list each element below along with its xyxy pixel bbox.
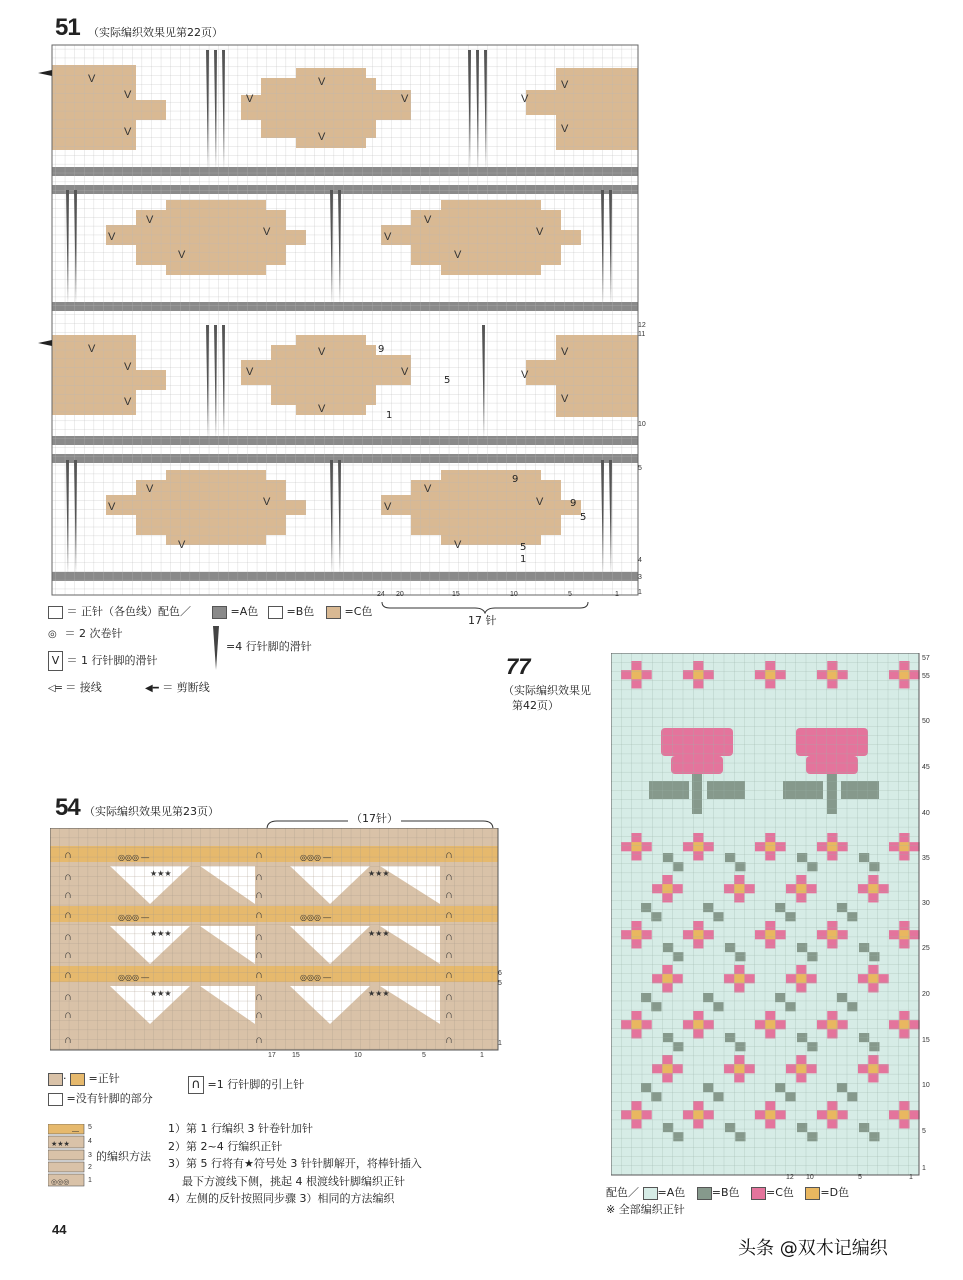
- chart54-reference: （实际编织效果见第23页）: [84, 805, 219, 818]
- legend-color-a: [212, 605, 258, 619]
- chart54-row-label: 5: [498, 980, 502, 987]
- svg-text:V: V: [561, 393, 569, 405]
- chart77-row-label: 5: [922, 1128, 926, 1135]
- chart51-row-label: 1: [638, 589, 642, 596]
- chart51-row-mark: 5: [580, 512, 587, 523]
- svg-text:∩: ∩: [255, 949, 263, 961]
- svg-text:∩: ∩: [64, 909, 72, 921]
- svg-text:V: V: [124, 396, 132, 408]
- chart51-row-label: 10: [638, 421, 646, 428]
- method-mini-chart: [48, 1124, 88, 1188]
- chart51-width-note: 17 针: [468, 614, 497, 627]
- mini-row-label: 4: [88, 1138, 92, 1145]
- svg-text:∩: ∩: [64, 931, 72, 943]
- svg-text:V: V: [88, 343, 96, 355]
- svg-text:∩: ∩: [255, 991, 263, 1003]
- chart77-row-label: 15: [922, 1037, 930, 1044]
- chart54-col-label: 15: [292, 1052, 300, 1059]
- svg-text:∩: ∩: [64, 849, 72, 861]
- svg-text:◎◎◎ —: ◎◎◎ —: [300, 853, 332, 862]
- legend-cut-row: [145, 681, 210, 695]
- step-line: 3）第 5 行将有★符号处 3 针针脚解开，将棒针插入: [168, 1157, 422, 1170]
- svg-text:V: V: [146, 214, 154, 226]
- color-c-swatch: [326, 606, 341, 619]
- step-line: 2）第 2~4 行编织正针: [168, 1139, 283, 1153]
- svg-text:V: V: [318, 76, 326, 88]
- chart54-col-label: 5: [422, 1052, 426, 1059]
- chart54-repeat-note: （17针）: [348, 812, 401, 825]
- svg-text:V: V: [536, 226, 544, 238]
- svg-text:∩: ∩: [255, 849, 263, 861]
- svg-text:V: V: [318, 403, 326, 415]
- legend-cut-text: ＝ 剪断线: [162, 681, 210, 694]
- color-c-swatch: [751, 1187, 766, 1200]
- chart77-col-label: 1: [909, 1174, 913, 1181]
- chart51-col-label: 15: [452, 591, 460, 598]
- svg-text:∩: ∩: [255, 1034, 263, 1046]
- svg-text:V: V: [124, 361, 132, 373]
- method-steps: [168, 1120, 422, 1208]
- chart51-row-mark: 1: [520, 554, 527, 565]
- svg-text:◎◎◎ —: ◎◎◎ —: [118, 853, 150, 862]
- page-number: 44: [52, 1222, 67, 1237]
- svg-text:V: V: [561, 346, 569, 358]
- svg-text:V: V: [424, 214, 432, 226]
- chart54-legend-knit: · =正针: [48, 1072, 120, 1086]
- watermark: 头条 @双木记编织: [738, 1238, 888, 1259]
- svg-text:V: V: [178, 539, 186, 551]
- svg-text:V: V: [263, 496, 271, 508]
- svg-text:V: V: [454, 539, 462, 551]
- chart77-reference-1: （实际编织效果见: [503, 684, 591, 697]
- legend-c-text: =C色: [344, 605, 373, 618]
- svg-text:∩: ∩: [445, 849, 453, 861]
- no-stitch-swatch: [48, 1093, 63, 1106]
- chart54-col-label: 1: [480, 1052, 484, 1059]
- svg-text:∩: ∩: [64, 1009, 72, 1021]
- svg-text:V: V: [401, 93, 409, 105]
- chart51-row-label: 3: [638, 574, 642, 581]
- color-a-swatch: [212, 606, 227, 619]
- svg-text:◎◎◎: ◎◎◎: [51, 1179, 70, 1186]
- chart51-number: 51: [55, 14, 80, 41]
- chart54-legend-knit-text: =正针: [88, 1072, 120, 1085]
- cut-icon: ◀━: [145, 683, 159, 694]
- chart51-row-label: 11: [638, 331, 646, 338]
- chart54-legend-none: [48, 1092, 153, 1106]
- wrap2-icon: ◎: [48, 628, 57, 640]
- mini-row-label: 5: [88, 1124, 92, 1131]
- chart51-col-label: 10: [510, 591, 518, 598]
- legend-knit-text: ＝ 正针（各色线）配色／: [66, 605, 191, 618]
- svg-text:∩: ∩: [255, 1009, 263, 1021]
- chart77-row-label: 25: [922, 945, 930, 952]
- repeat-bracket: [380, 600, 590, 614]
- svg-text:V: V: [401, 366, 409, 378]
- legend-d-text: =D色: [820, 1186, 850, 1199]
- legend-slip1-row: [48, 651, 158, 671]
- chart54-legend-pull: [188, 1076, 304, 1094]
- chart51-row-mark: 9: [378, 344, 385, 355]
- svg-text:V: V: [88, 73, 96, 85]
- svg-text:V: V: [246, 366, 254, 378]
- svg-text:—: —: [72, 1128, 79, 1135]
- svg-text:★★★: ★★★: [368, 929, 390, 938]
- svg-text:V: V: [521, 93, 529, 105]
- legend-b-text: =B色: [711, 1186, 740, 1199]
- chart51-col-label: 1: [615, 591, 619, 598]
- legend-color-c: [326, 605, 372, 619]
- chart54-row-label: 6: [498, 970, 502, 977]
- knit-swatch: [48, 606, 63, 619]
- chart77-col-label: 5: [858, 1174, 862, 1181]
- svg-text:∩: ∩: [445, 931, 453, 943]
- chart77-col-label: 12: [786, 1174, 794, 1181]
- svg-text:∩: ∩: [64, 991, 72, 1003]
- svg-text:∩: ∩: [445, 1009, 453, 1021]
- chart51-row-mark: 5: [444, 375, 451, 386]
- chart77-row-label: 20: [922, 991, 930, 998]
- chart51-reference: （实际编织效果见第22页）: [88, 26, 223, 39]
- svg-text:V: V: [124, 89, 132, 101]
- chart77-row-label: 10: [922, 1082, 930, 1089]
- chart51-row-mark: 5: [520, 542, 527, 553]
- step-line: 4）左侧的反针按照同步骤 3）相同的方法编织: [168, 1192, 395, 1205]
- svg-text:★★★: ★★★: [150, 929, 172, 938]
- chart54-col-label: 17: [268, 1052, 276, 1059]
- svg-text:◎◎◎ —: ◎◎◎ —: [118, 913, 150, 922]
- step-line: 1）第 1 行编织 3 针卷针加针: [168, 1122, 313, 1135]
- legend-color-b: [268, 605, 314, 619]
- chart77-legend-label: 配色／: [606, 1186, 639, 1199]
- chart77-col-label: 10: [806, 1174, 814, 1181]
- legend-a-text: =A色: [230, 605, 259, 618]
- chart51-row-label: 5: [638, 465, 642, 472]
- join-icon: ◁═: [48, 683, 62, 694]
- svg-text:V: V: [246, 93, 254, 105]
- legend-knit-row: [48, 605, 191, 619]
- svg-text:∩: ∩: [255, 969, 263, 981]
- svg-text:∩: ∩: [445, 871, 453, 883]
- chart51-row-label: 12: [638, 322, 646, 329]
- chart77-number: 77: [506, 654, 531, 679]
- svg-text:V: V: [146, 483, 154, 495]
- chart54-number: 54: [55, 794, 80, 821]
- chart77-note: ※ 全部编织正针: [606, 1203, 685, 1216]
- chart77-reference-2: 第42页）: [512, 699, 559, 712]
- color-d-swatch: [805, 1187, 820, 1200]
- chart51-row-mark: 1: [386, 410, 393, 421]
- legend-wrap2-row: [48, 627, 123, 640]
- chart51-col-label: 20: [396, 591, 404, 598]
- legend-a-text: =A色: [657, 1186, 686, 1199]
- color-a-swatch: [643, 1187, 658, 1200]
- mini-row-label: 3: [88, 1152, 92, 1159]
- svg-text:V: V: [536, 496, 544, 508]
- svg-text:V: V: [561, 79, 569, 91]
- svg-text:V: V: [318, 131, 326, 143]
- svg-text:∩: ∩: [64, 889, 72, 901]
- chart77-row-label: 30: [922, 900, 930, 907]
- method-title: 的编织方法: [96, 1150, 151, 1163]
- chart54-legend-none-text: =没有针脚的部分: [66, 1092, 153, 1105]
- svg-text:∩: ∩: [64, 871, 72, 883]
- svg-text:∩: ∩: [255, 909, 263, 921]
- step-line: 最下方渡线下侧，挑起 4 根渡线针脚编织正针: [182, 1174, 405, 1188]
- chart51-grid: [36, 40, 656, 610]
- slip4-icon: [212, 626, 220, 670]
- svg-text:V: V: [384, 231, 392, 243]
- svg-text:V: V: [318, 346, 326, 358]
- svg-text:V: V: [178, 249, 186, 261]
- svg-text:∩: ∩: [255, 871, 263, 883]
- svg-text:◎◎◎ —: ◎◎◎ —: [300, 913, 332, 922]
- mini-row-label: 1: [88, 1177, 92, 1184]
- chart77-row-label: 50: [922, 718, 930, 725]
- legend-b-text: =B色: [286, 605, 315, 618]
- svg-text:∩: ∩: [64, 1034, 72, 1046]
- legend-wrap2-text: ＝ 2 次卷针: [64, 627, 123, 640]
- svg-text:V: V: [108, 501, 116, 513]
- slip1-icon: V: [48, 651, 63, 671]
- chart77-row-label: 45: [922, 764, 930, 771]
- svg-text:◎◎◎ —: ◎◎◎ —: [300, 973, 332, 982]
- legend-join-text: ＝ 接线: [65, 681, 102, 694]
- svg-text:∩: ∩: [445, 969, 453, 981]
- svg-text:◎◎◎ —: ◎◎◎ —: [118, 973, 150, 982]
- chart51-col-label: 5: [568, 591, 572, 598]
- svg-text:★★★: ★★★: [150, 869, 172, 878]
- svg-text:V: V: [424, 483, 432, 495]
- svg-text:∩: ∩: [445, 889, 453, 901]
- chart77-row-label: 35: [922, 855, 930, 862]
- chart54-legend-pull-text: =1 行针脚的引上针: [207, 1078, 305, 1091]
- pull-up-icon: ∩: [188, 1076, 204, 1094]
- legend-c-text: =C色: [766, 1186, 794, 1199]
- chart51-row-label: 4: [638, 557, 642, 564]
- svg-text:V: V: [561, 123, 569, 135]
- chart54-row-label: 1: [498, 1040, 502, 1047]
- chart77-row-label: 40: [922, 810, 930, 817]
- svg-text:★★★: ★★★: [368, 869, 390, 878]
- svg-text:∩: ∩: [445, 991, 453, 1003]
- chart77-row-label: 1: [922, 1165, 926, 1172]
- legend-slip4-text: =4 行针脚的滑针: [226, 640, 312, 653]
- svg-text:★★★: ★★★: [368, 989, 390, 998]
- svg-text:∩: ∩: [64, 949, 72, 961]
- knit-base-swatch: [48, 1073, 63, 1086]
- chart51-row-mark: 9: [570, 498, 577, 509]
- svg-text:∩: ∩: [64, 969, 72, 981]
- svg-text:∩: ∩: [445, 909, 453, 921]
- svg-text:V: V: [384, 501, 392, 513]
- svg-text:∩: ∩: [445, 1034, 453, 1046]
- svg-text:★★★: ★★★: [51, 1141, 70, 1148]
- chart77-row-label: 55: [922, 673, 930, 680]
- legend-slip1-text: ＝ 1 行针脚的滑针: [66, 654, 158, 667]
- svg-text:V: V: [108, 231, 116, 243]
- color-b-swatch: [697, 1187, 712, 1200]
- color-b-swatch: [268, 606, 283, 619]
- chart51-col-label: 24: [377, 591, 385, 598]
- chart77-row-label: 57: [922, 655, 930, 662]
- legend-join-row: [48, 681, 102, 695]
- svg-text:V: V: [521, 369, 529, 381]
- svg-text:★★★: ★★★: [150, 989, 172, 998]
- knit-stripe-swatch: [70, 1073, 85, 1086]
- chart51-row-mark: 9: [512, 474, 519, 485]
- svg-text:∩: ∩: [255, 889, 263, 901]
- svg-text:V: V: [454, 249, 462, 261]
- chart54-grid: [50, 828, 510, 1064]
- chart77-legend: [606, 1186, 849, 1200]
- chart77-grid: [611, 653, 933, 1183]
- svg-text:V: V: [263, 226, 271, 238]
- chart54-col-label: 10: [354, 1052, 362, 1059]
- svg-text:V: V: [124, 126, 132, 138]
- svg-text:∩: ∩: [445, 949, 453, 961]
- mini-row-label: 2: [88, 1164, 92, 1171]
- svg-text:∩: ∩: [255, 931, 263, 943]
